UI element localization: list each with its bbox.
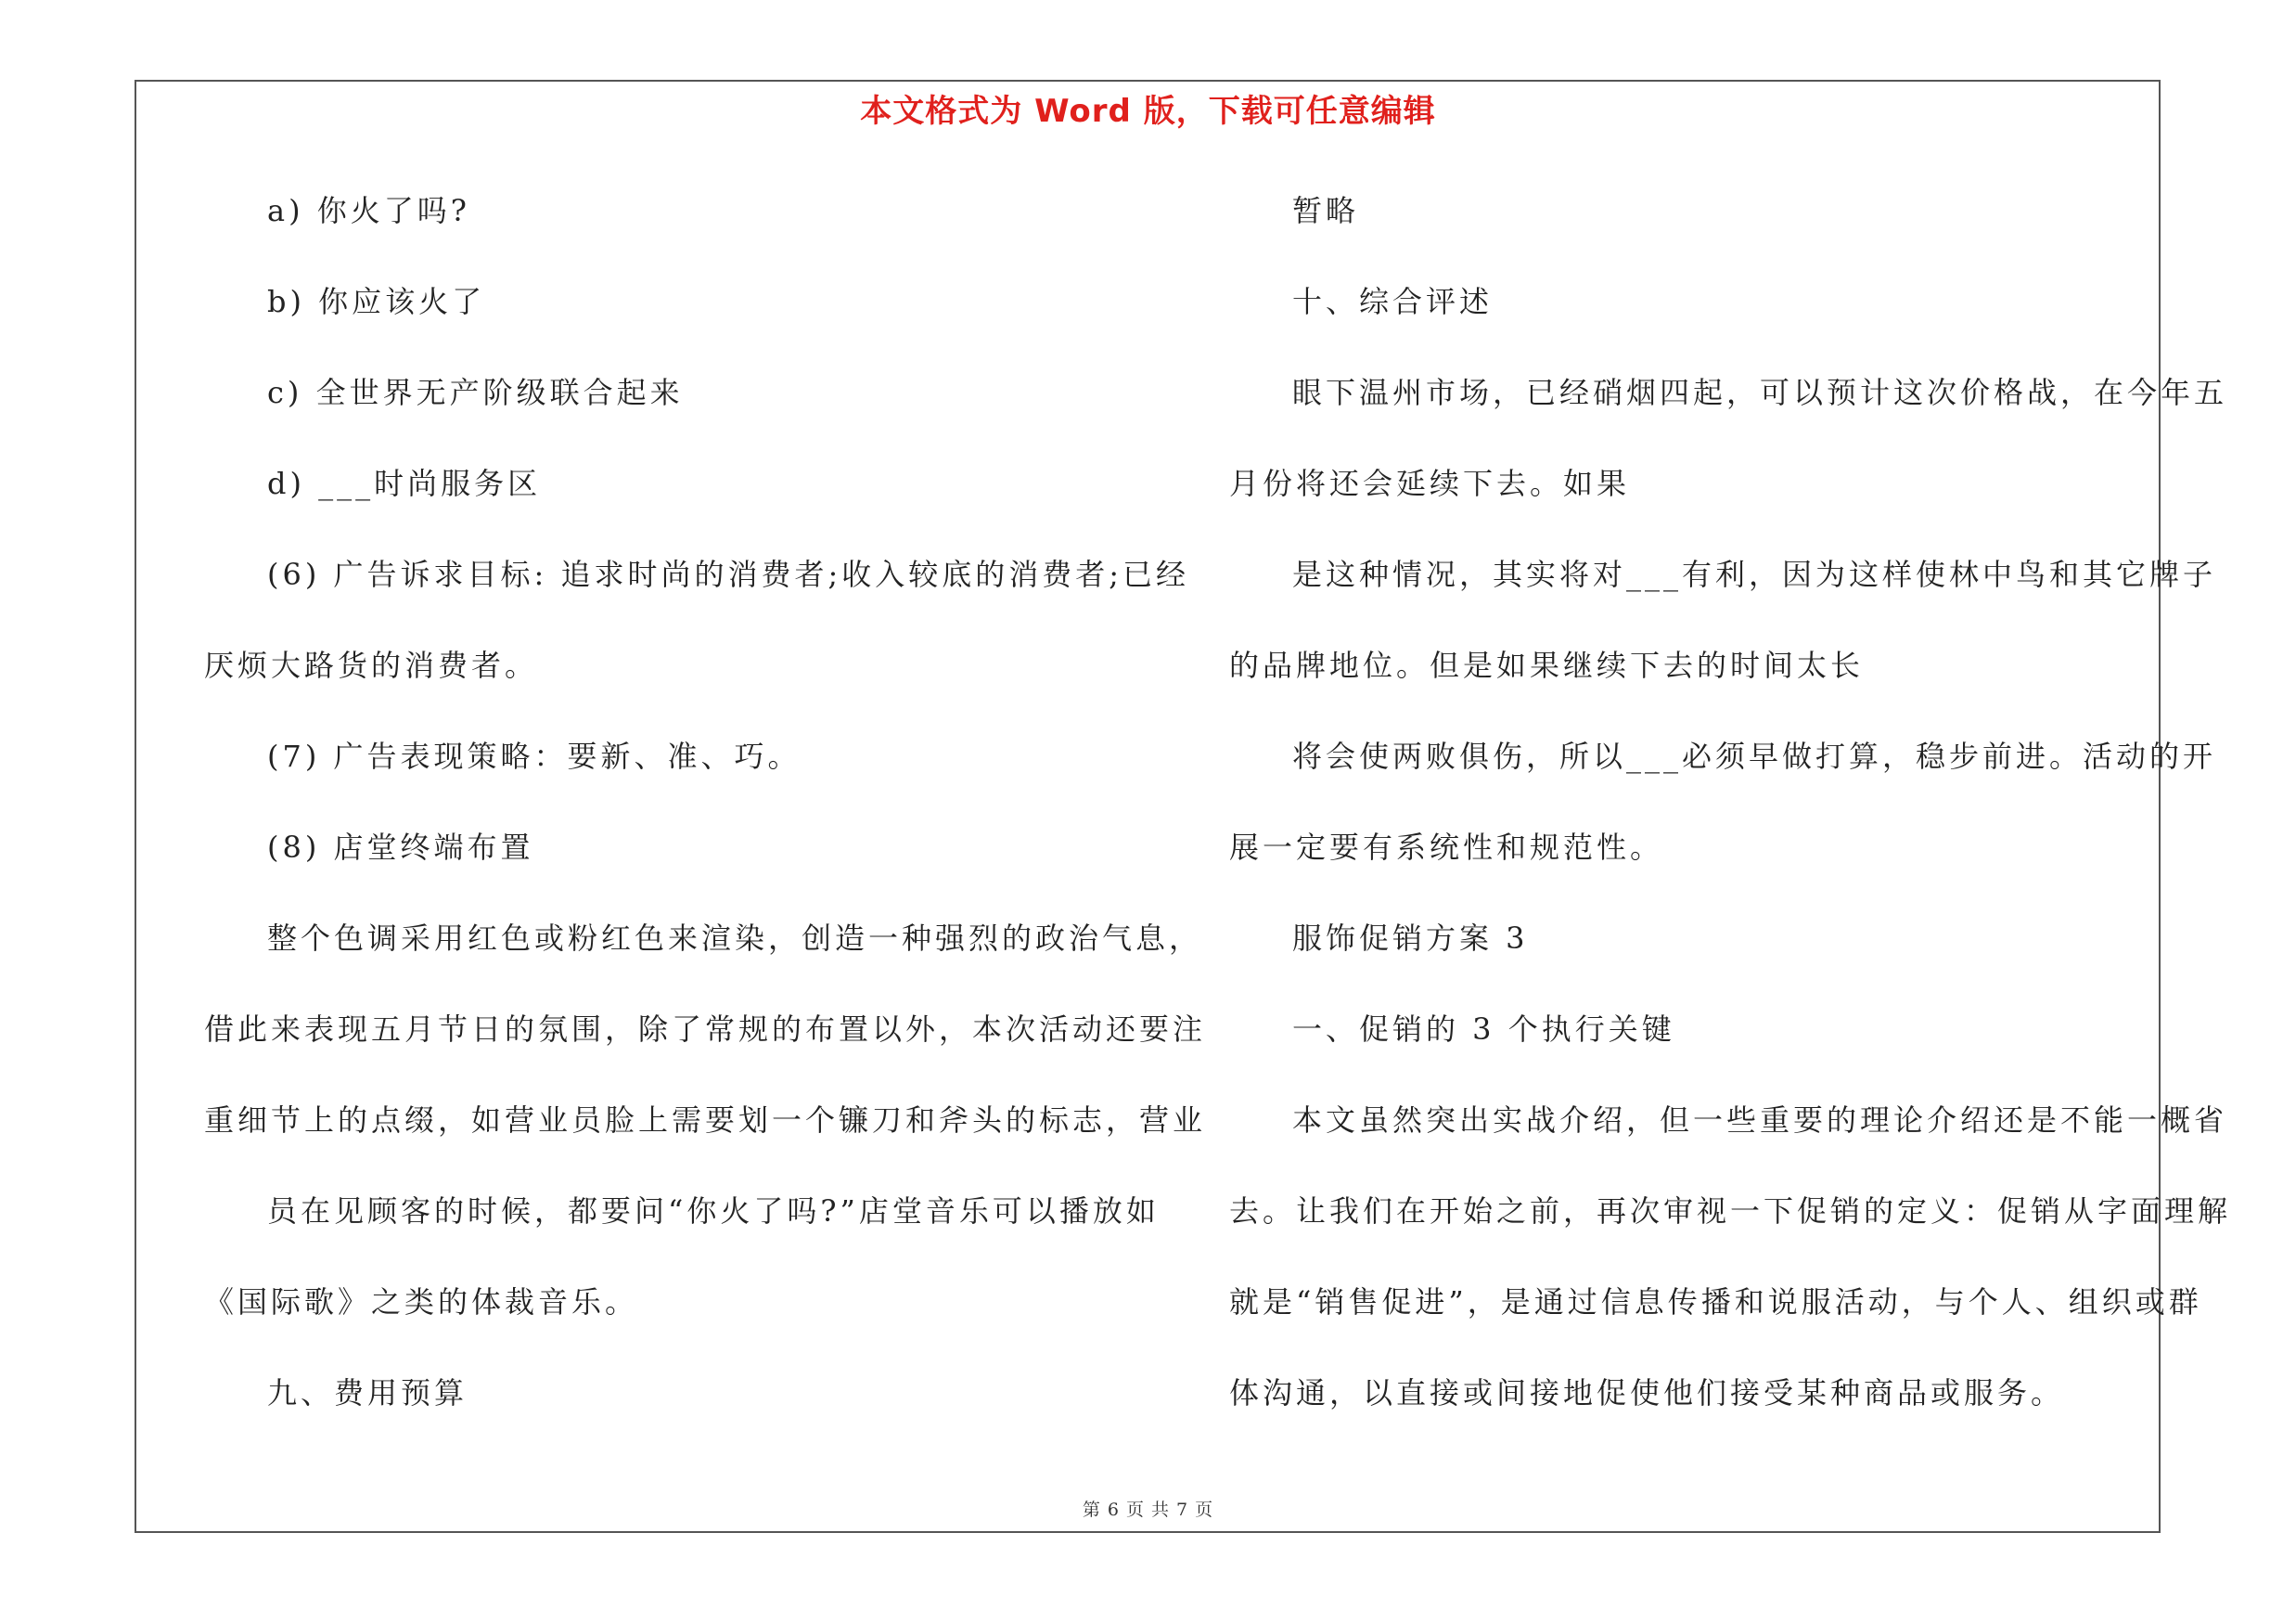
right-text-column bbox=[1229, 181, 2232, 1454]
paragraph-line: (6) 广告诉求目标: 追求时尚的消费者;收入较底的消费者;已经 bbox=[267, 557, 1190, 592]
paragraph-line: 借此来表现五月节日的氛围，除了常规的布置以外，本次活动还要注 bbox=[204, 1011, 1207, 1047]
paragraph-line: 厌烦大路货的消费者。 bbox=[204, 648, 539, 683]
page-number-footer: 第 6 页 共 7 页 bbox=[1082, 1500, 1214, 1520]
paragraph-line: (7) 广告表现策略：要新、准、巧。 bbox=[267, 739, 802, 774]
paragraph-line: 暂略 bbox=[1292, 193, 1360, 228]
paragraph-line: 就是“销售促进”，是通过信息传播和说服活动，与个人、组织或群 bbox=[1229, 1284, 2202, 1320]
paragraph-line: 眼下温州市场，已经硝烟四起，可以预计这次价格战，在今年五 bbox=[1292, 375, 2228, 410]
paragraph-line: 是这种情况，其实将对___有利，因为这样使林中鸟和其它牌子 bbox=[1292, 557, 2217, 592]
paragraph-line: 九、费用预算 bbox=[267, 1375, 468, 1410]
left-text-column bbox=[204, 181, 1207, 1454]
paragraph-line: b) 你应该火了 bbox=[267, 284, 486, 319]
paragraph-line: 《国际歌》之类的体裁音乐。 bbox=[204, 1284, 639, 1320]
paragraph-line: 将会使两败俱伤，所以___必须早做打算，稳步前进。活动的开 bbox=[1292, 739, 2217, 774]
paragraph-line: 一、促销的 3 个执行关键 bbox=[1292, 1011, 1675, 1047]
paragraph-line: (8) 店堂终端布置 bbox=[267, 830, 534, 865]
paragraph-line: 整个色调采用红色或粉红色来渲染，创造一种强烈的政治气息， bbox=[267, 921, 1203, 956]
paragraph-line: 体沟通，以直接或间接地促使他们接受某种商品或服务。 bbox=[1229, 1375, 2065, 1410]
word-format-banner: 本文格式为 Word 版，下载可任意编辑 bbox=[860, 93, 1436, 130]
paragraph-line: a) 你火了吗? bbox=[267, 193, 470, 228]
paragraph-line: 的品牌地位。但是如果继续下去的时间太长 bbox=[1229, 648, 1865, 683]
paragraph-line: 重细节上的点缀，如营业员脸上需要划一个镰刀和斧头的标志，营业 bbox=[204, 1102, 1207, 1138]
paragraph-line: 本文虽然突出实战介绍，但一些重要的理论介绍还是不能一概省 bbox=[1292, 1102, 2228, 1138]
paragraph-line: 服饰促销方案 3 bbox=[1292, 921, 1529, 956]
paragraph-line: 去。让我们在开始之前，再次审视一下促销的定义：促销从字面理解 bbox=[1229, 1193, 2232, 1229]
paragraph-line: 十、综合评述 bbox=[1292, 284, 1494, 319]
paragraph-line: 展一定要有系统性和规范性。 bbox=[1229, 830, 1664, 865]
paragraph-line: 月份将还会延续下去。如果 bbox=[1229, 466, 1631, 501]
paragraph-line: c) 全世界无产阶级联合起来 bbox=[267, 375, 684, 410]
paragraph-line: d) ___时尚服务区 bbox=[267, 466, 542, 501]
paragraph-line: 员在见顾客的时候，都要问“你火了吗?”店堂音乐可以播放如 bbox=[267, 1193, 1160, 1229]
